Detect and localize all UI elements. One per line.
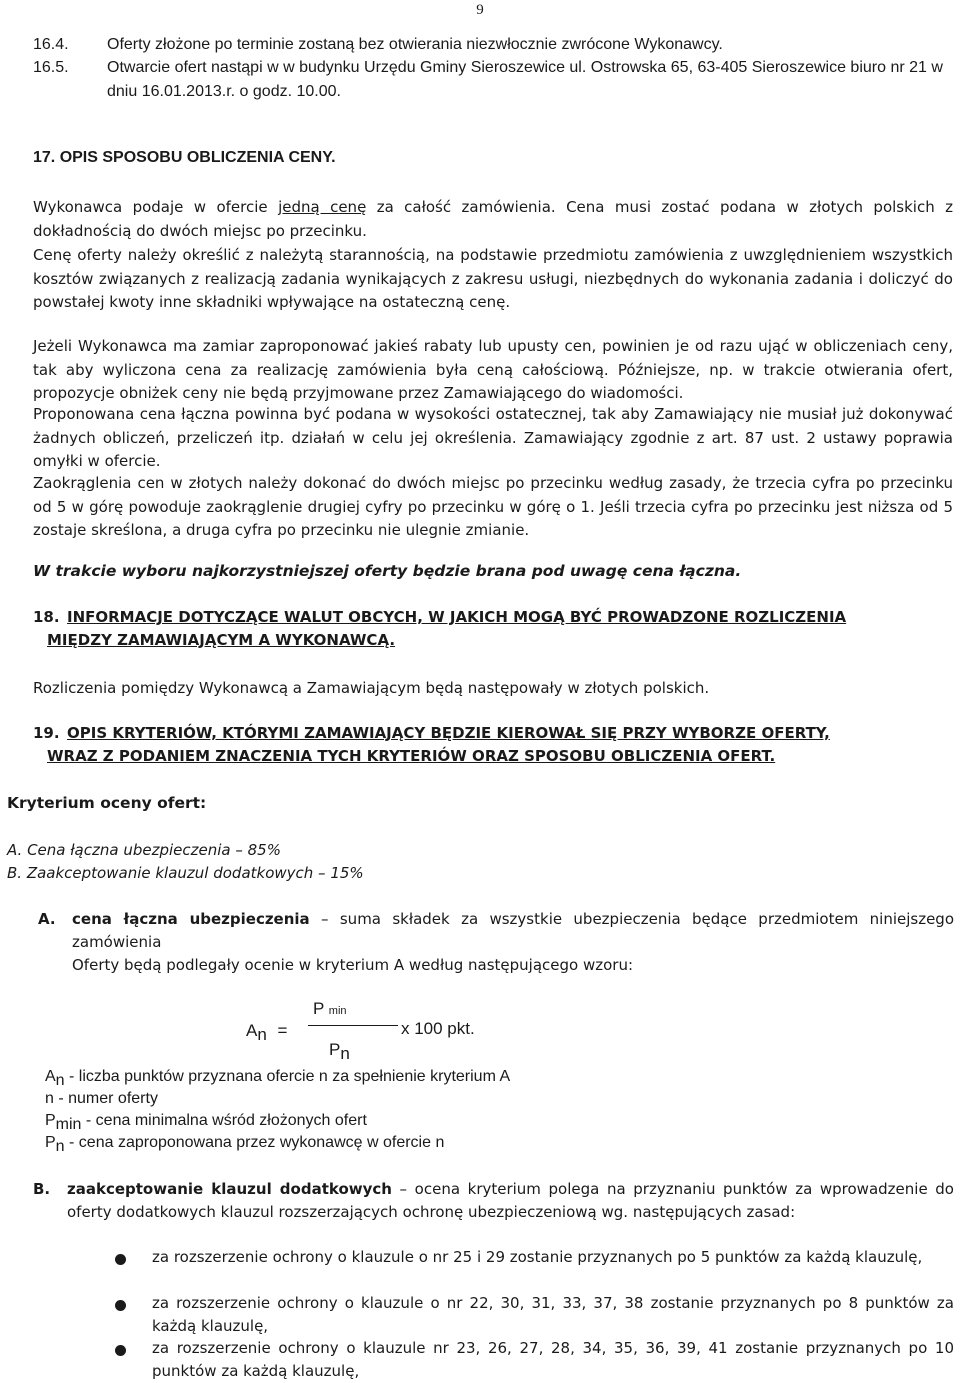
- criteria-item: A. Cena łączna ubezpieczenia – 85%: [7, 841, 281, 859]
- section-17-paragraph-5: Zaokrąglenia cen w złotych należy dokonać do dwóch miejsc po przecinku według zasady, że trzecia cyfra po przecinku od 5 w górę powoduje zaokrąglenie drugiej cyfry po przecinku w górę o 1. Jeśli trzecia cyfra po przecinku jest niższa od 5 zostaje skreślona, a druga cyfra po przecinku nie ulegnie zmianie.: [33, 474, 953, 539]
- criterion-b-label: B.: [33, 1180, 51, 1198]
- p1-text-a: Wykonawca podaje w ofercie: [33, 198, 279, 216]
- section-18-number: 18.: [33, 608, 60, 626]
- section-19-title-2: WRAZ Z PODANIEM ZNACZENIA TYCH KRYTERIÓW ORAZ SPOSOBU OBLICZENIA OFERT.: [47, 747, 776, 765]
- equals-sign: =: [277, 1021, 288, 1040]
- criteria-list: [7, 839, 364, 885]
- section-19-number: 19.: [33, 724, 60, 742]
- formula-legend: [45, 1066, 510, 1154]
- criterion-a-rest: – suma składek za wszystkie ubezpieczenia będące przedmiotem niniejszego zamówienia: [72, 910, 955, 951]
- section-18-title-line-2: [33, 629, 953, 652]
- section-19-title-line-2: [33, 745, 953, 768]
- section-17-paragraph-1: [33, 196, 953, 243]
- criterion-a-line: [38, 908, 954, 954]
- criterion-a-bold: cena łączna ubezpieczenia: [72, 910, 310, 928]
- section-18-title-1: INFORMACJE DOTYCZĄCE WALUT OBCYCH, W JAKICH MOGĄ BYĆ PROWADZONE ROZLICZENIA: [67, 608, 847, 626]
- legend-description: - cena zaproponowana przez wykonawcę w ofercie n: [64, 1134, 445, 1151]
- item-text: [107, 56, 953, 104]
- criterion-a-text: [72, 908, 954, 954]
- bullet-item: za rozszerzenie ochrony o klauzule o nr 25 i 29 zostanie przyznanych po 5 punktów za każdą klauzulę,: [152, 1248, 923, 1266]
- section-19-title-line-1: [33, 722, 953, 745]
- section-17-emphasis: W trakcie wyboru najkorzystniejszej oferty będzie brana pod uwagę cena łączna.: [33, 562, 742, 580]
- section-18-title-line-1: [33, 606, 953, 629]
- fraction-line: [308, 1025, 398, 1026]
- legend-subscript: n: [55, 1072, 65, 1089]
- section-18-body: Rozliczenia pomiędzy Wykonawcą a Zamawiającym będą następowały w złotych polskich.: [33, 679, 710, 697]
- bullet-item: za rozszerzenie ochrony o klauzule nr 23, 26, 27, 28, 34, 35, 36, 39, 41 zostanie przyznanych po 10 punktów za każdą klauzulę,: [152, 1339, 954, 1380]
- lhs-subscript: n: [257, 1025, 267, 1044]
- legend-row: [45, 1066, 510, 1088]
- section-19-heading: [33, 722, 953, 768]
- numerator-subscript: min: [328, 1005, 347, 1017]
- legend-symbol: n: [45, 1090, 54, 1107]
- item-number: 16.4.: [33, 36, 69, 53]
- bullet-item: za rozszerzenie ochrony o klauzule o nr 22, 30, 31, 33, 37, 38 zostanie przyznanych po 8 punktów za każdą klauzulę,: [152, 1294, 954, 1335]
- section-18-title-2: MIĘDZY ZAMAWIAJĄCYM A WYKONAWCĄ.: [47, 631, 396, 649]
- legend-subscript: n: [55, 1138, 65, 1155]
- section-17-heading: 17. OPIS SPOSOBU OBLICZENIA CENY.: [33, 149, 336, 166]
- formula-denominator: [329, 1040, 350, 1063]
- formula-lhs: [246, 1021, 288, 1044]
- legend-subscript: min: [55, 1116, 82, 1133]
- legend-symbol: P: [45, 1112, 56, 1129]
- legend-symbol: A: [45, 1068, 56, 1085]
- item-text-content: Otwarcie ofert nastąpi w w budynku Urzędu Gminy Sieroszewice ul. Ostrowska 65, 63-405 Sieroszewice biuro nr 21 w dniu 16.01.2013.r. o godz. 10.00.: [107, 59, 943, 100]
- section-17-paragraph-2: Cenę oferty należy określić z należytą starannością, na podstawie przedmiotu zamówienia z uwzględnieniem wszystkich kosztów związanych z realizacją zadania wynikających z zakresu usługi, niezbędnych do wykonania zadania i doliczyć do powstałej kwoty inne składniki wpływające na ostateczną cenę.: [33, 246, 953, 311]
- legend-row: [45, 1088, 510, 1110]
- bullet-icon: [115, 1300, 126, 1311]
- bullet-icon: [115, 1345, 126, 1356]
- criterion-b-line: [33, 1178, 954, 1224]
- legend-row: [45, 1110, 510, 1132]
- numerator-symbol: P: [313, 999, 325, 1018]
- criterion-a-formula-intro: Oferty będą podlegały ocenie w kryterium A według następującego wzoru:: [72, 956, 634, 974]
- legend-symbol: P: [45, 1134, 56, 1151]
- criteria-heading: Kryterium oceny ofert:: [7, 794, 207, 812]
- page-number: 9: [476, 2, 484, 18]
- formula-numerator: [313, 999, 347, 1019]
- section-19-title-1: OPIS KRYTERIÓW, KTÓRYMI ZAMAWIAJĄCY BĘDZIE KIEROWAŁ SIĘ PRZY WYBORZE OFERTY,: [67, 724, 830, 742]
- lhs-symbol: A: [246, 1021, 258, 1040]
- criterion-a: [38, 908, 954, 977]
- p1-underlined: jedną cenę: [278, 198, 367, 216]
- p1-text-b: za całość zamówienia. Cena musi zostać podana w złotych polskich z dokładnością do dwóch miejsc po przecinku.: [33, 198, 953, 240]
- section-17-paragraph-3: Jeżeli Wykonawca ma zamiar zaproponować jakieś rabaty lub upusty cen, powinien je od razu ująć w obliczeniach ceny, tak aby wyliczona cena za realizację zamówienia była ceną całościową. Późniejsze, np. w trakcie otwierania ofert, propozycje obniżek ceny nie będą przyjmowane przez Zamawiającego do wiadomości.: [33, 337, 953, 402]
- section-17-paragraph-4: Proponowana cena łączna powinna być podana w wysokości ostatecznej, tak aby Zamawiający nie musiał już dokonywać żadnych obliczeń, przeliczeń itp. działań w celu jej określenia. Zamawiający zgodnie z art. 87 ust. 2 ustawy poprawia omyłki w ofercie.: [33, 405, 953, 470]
- criterion-b-text: [67, 1178, 954, 1224]
- item-text: Oferty złożone po terminie zostaną bez otwierania niezwłocznie zwrócone Wykonawcy.: [107, 36, 723, 53]
- criterion-b-rest: – ocena kryterium polega na przyznaniu punktów za wprowadzenie do oferty dodatkowych klauzul rozszerzających ochronę ubezpieczeniową wg. następujących zasad:: [67, 1180, 954, 1221]
- criterion-a-label: A.: [38, 910, 56, 928]
- legend-description: - cena minimalna wśród złożonych ofert: [81, 1112, 367, 1129]
- criterion-b-bold: zaakceptowanie klauzul dodatkowych: [67, 1180, 392, 1198]
- legend-description: - liczba punktów przyznana ofercie n za spełnienie kryterium A: [64, 1068, 511, 1085]
- criterion-b: [33, 1178, 954, 1224]
- formula-multiplier: x 100 pkt.: [401, 1019, 475, 1038]
- section-18-heading: [33, 606, 953, 652]
- bullet-icon: [115, 1254, 126, 1265]
- legend-description: - numer oferty: [53, 1090, 158, 1107]
- criteria-item: B. Zaakceptowanie klauzul dodatkowych – 15%: [7, 864, 364, 882]
- legend-row: [45, 1132, 510, 1154]
- denominator-subscript: n: [340, 1044, 350, 1063]
- item-number: 16.5.: [33, 59, 69, 76]
- denominator-symbol: P: [329, 1040, 341, 1059]
